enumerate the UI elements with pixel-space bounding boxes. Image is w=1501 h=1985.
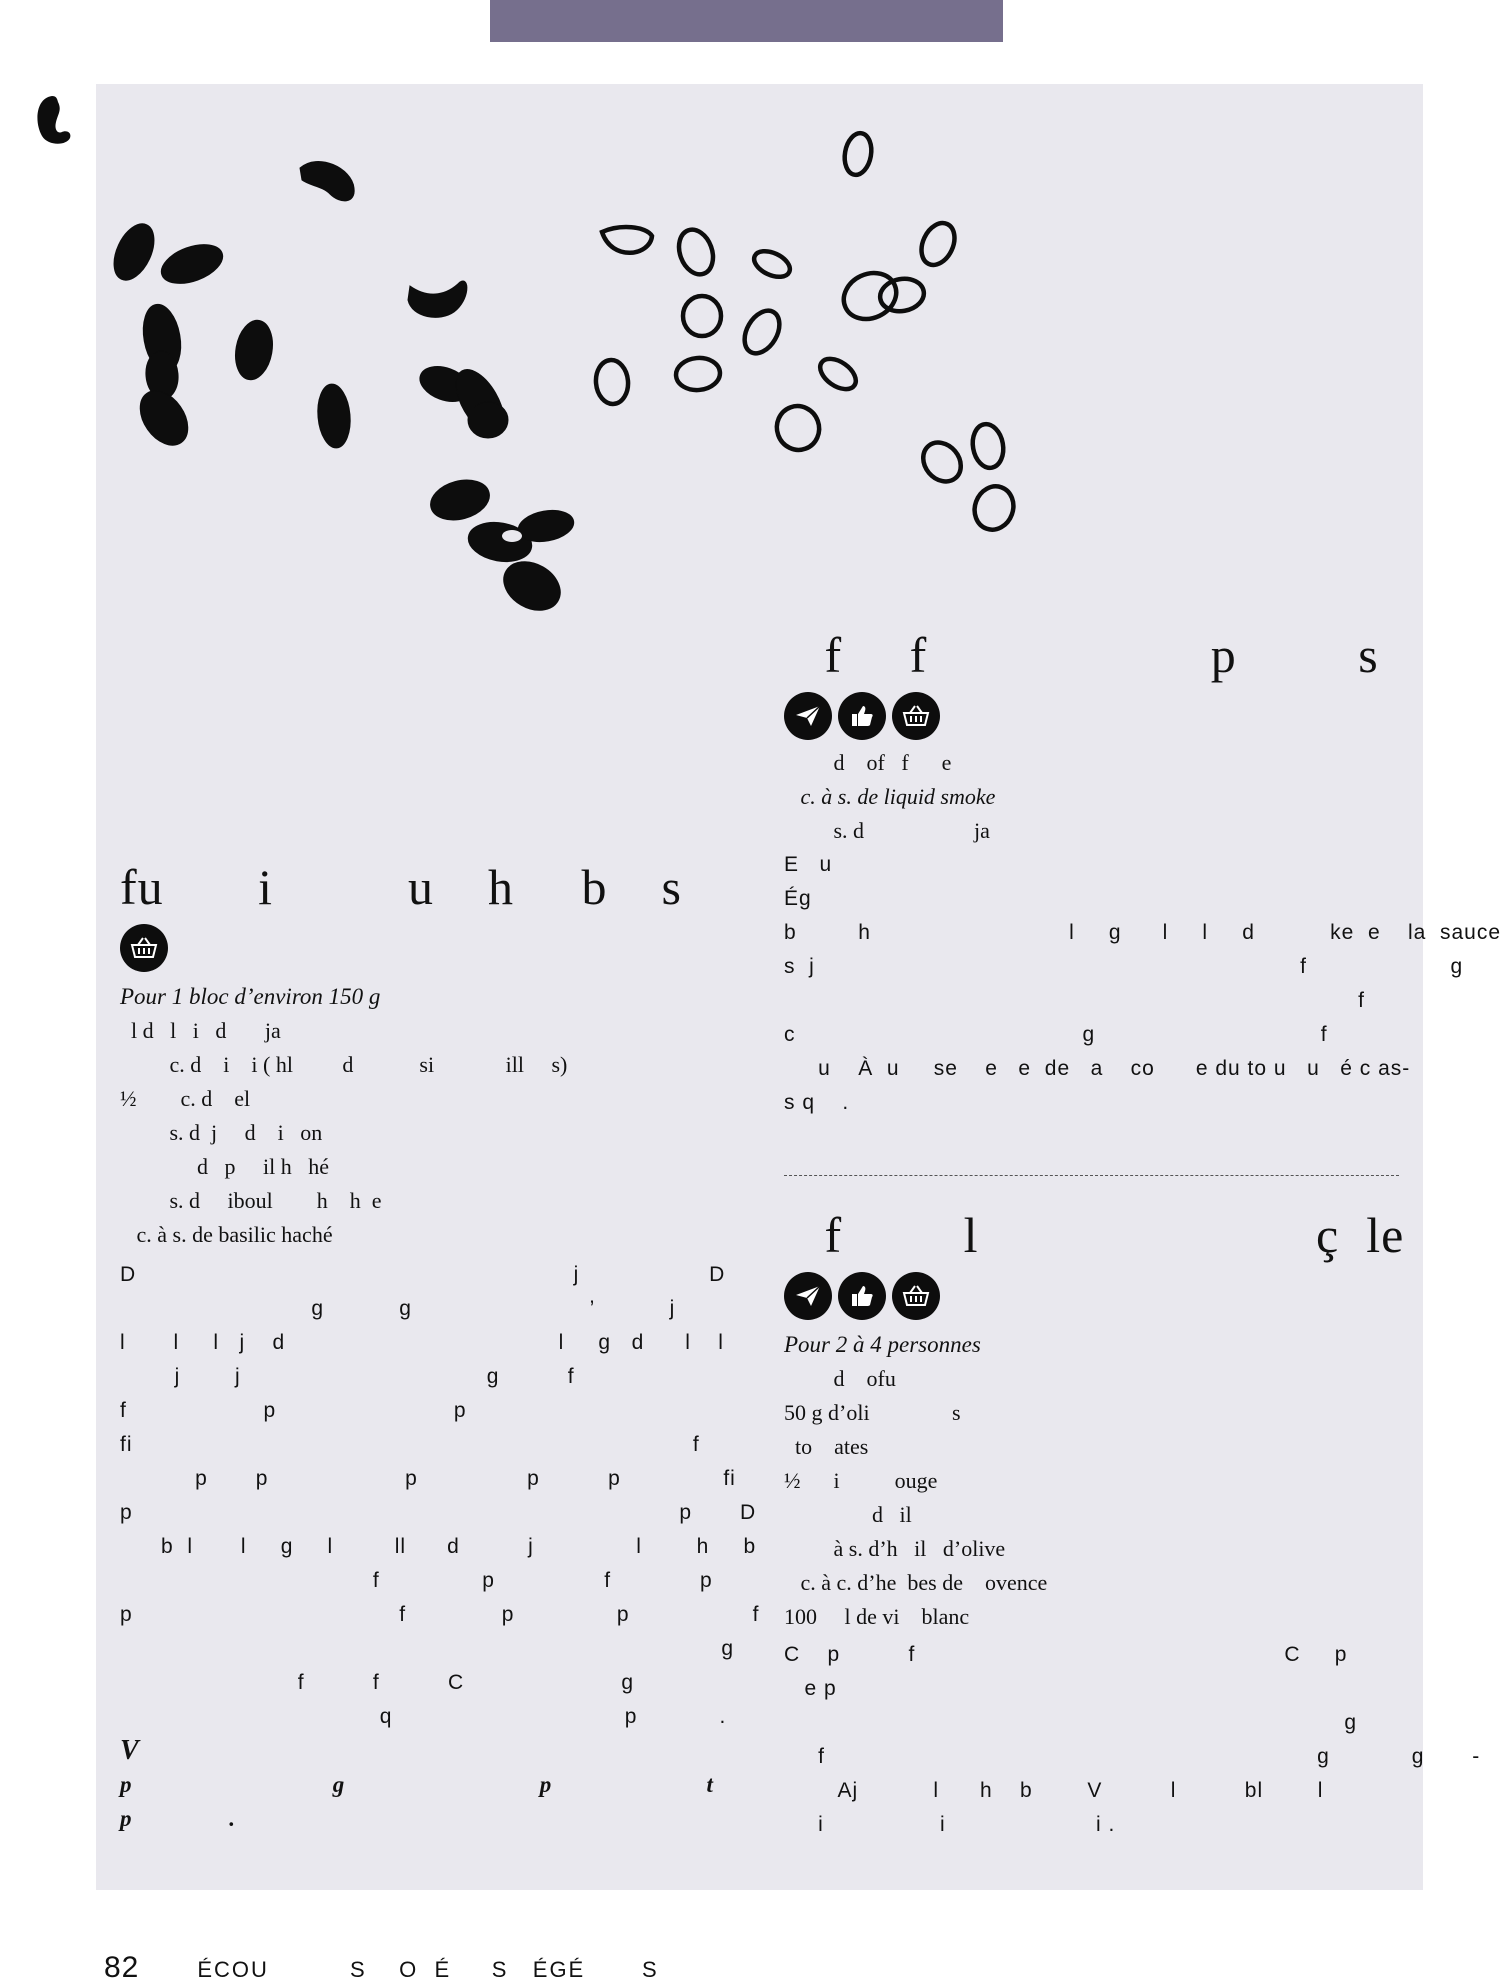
recipe-icons bbox=[784, 692, 1404, 740]
ingredient-item: ½ c. d el bbox=[120, 1086, 251, 1111]
body-line: f g g - bbox=[784, 1745, 1481, 1768]
paper-plane-icon[interactable] bbox=[784, 1272, 832, 1320]
recipe-body bbox=[784, 916, 1501, 1120]
body-line: p p D bbox=[120, 1501, 757, 1524]
ingredient-item: ½ i ouge bbox=[784, 1468, 938, 1493]
body-line: s j f g bbox=[784, 955, 1464, 978]
ingredient-item: s. d j d i on bbox=[120, 1120, 323, 1145]
body-line: D j D bbox=[120, 1263, 726, 1286]
body-line: f p p bbox=[120, 1399, 467, 1422]
ingredient-item: c. d i i ( hl d si ill s) bbox=[120, 1052, 568, 1077]
ingredient-item: c. à s. de liquid smoke bbox=[784, 784, 996, 809]
body-line: l l l j d l g d l l bbox=[120, 1331, 724, 1354]
recipe-yield: Pour 1 bloc d’environ 150 g bbox=[120, 984, 381, 1009]
ingredient-item: c. à s. de basilic haché bbox=[120, 1222, 333, 1247]
ingredient-item: d ofu bbox=[784, 1366, 896, 1391]
beans-illustration bbox=[0, 0, 1423, 640]
recipe-title: f l ç le bbox=[784, 1207, 1405, 1263]
body-line: u À u se e e de a co e du to u u é c as- bbox=[784, 1057, 1411, 1080]
body-line: Aj l h b V l bl l bbox=[784, 1779, 1324, 1802]
body-line: b h l g l l d ke e la sauce bbox=[784, 921, 1501, 944]
body-line: C p f C p bbox=[784, 1643, 1348, 1666]
page-number: 82 bbox=[104, 1951, 140, 1984]
body-line: f bbox=[784, 989, 1365, 1012]
body-line: q p . bbox=[120, 1705, 727, 1728]
running-head: ÉCOU S O É S ÉGÉ S bbox=[197, 1957, 659, 1982]
ingredient-item: Ég bbox=[784, 887, 812, 910]
body-line: p p p p p fi bbox=[120, 1467, 736, 1490]
recipe-body bbox=[784, 1638, 1481, 1842]
page-footer bbox=[96, 1933, 659, 1985]
recipe-right-2 bbox=[784, 1207, 1481, 1842]
recipe-icons bbox=[784, 1272, 1404, 1320]
ingredient-item: s. d iboul h h e bbox=[120, 1188, 382, 1213]
body-line: j j g f bbox=[120, 1365, 575, 1388]
recipe-note bbox=[120, 1734, 740, 1836]
ingredient-item: l d l i d ja bbox=[120, 1018, 281, 1043]
body-line: p f p p f bbox=[120, 1603, 760, 1626]
ingredient-list bbox=[784, 1362, 1404, 1634]
basket-icon[interactable] bbox=[120, 924, 168, 972]
body-line: f p f p bbox=[120, 1569, 713, 1592]
recipe-icons bbox=[120, 924, 740, 972]
body-line: f f C g bbox=[120, 1671, 635, 1694]
body-line: c g f bbox=[784, 1023, 1328, 1046]
body-line: fi f bbox=[120, 1433, 700, 1456]
basket-icon[interactable] bbox=[892, 1272, 940, 1320]
ingredient-item: s. d ja bbox=[784, 818, 990, 843]
ingredient-item: 50 g d’oli s bbox=[784, 1400, 961, 1425]
body-line: e p bbox=[784, 1677, 837, 1700]
recipe-title: f f p s bbox=[784, 627, 1379, 683]
body-line: g bbox=[120, 1637, 735, 1660]
paper-plane-icon[interactable] bbox=[784, 692, 832, 740]
note-mark: V bbox=[120, 1735, 139, 1766]
ingredient-list bbox=[784, 746, 1404, 916]
body-line: i i i . bbox=[784, 1813, 1116, 1836]
ingredient-item: d of f e bbox=[784, 750, 952, 775]
section-divider bbox=[784, 1175, 1399, 1176]
ingredient-item: E u bbox=[784, 853, 833, 876]
ingredient-item: à s. d’h il d’olive bbox=[784, 1536, 1006, 1561]
ingredient-item: to ates bbox=[784, 1434, 869, 1459]
thumbs-up-icon[interactable] bbox=[838, 692, 886, 740]
ingredient-item: d p il h hé bbox=[120, 1154, 329, 1179]
body-line: g bbox=[784, 1711, 1358, 1734]
body-line: g g ’ j bbox=[120, 1297, 676, 1320]
ingredient-item: d il bbox=[784, 1502, 912, 1527]
ingredient-list bbox=[120, 1014, 740, 1252]
basket-icon[interactable] bbox=[892, 692, 940, 740]
recipe-body bbox=[120, 1258, 760, 1734]
ingredient-item: c. à c. d’he bes de ovence bbox=[784, 1570, 1048, 1595]
body-line: b l l g l ll d j l h b bbox=[120, 1535, 757, 1558]
thumbs-up-icon[interactable] bbox=[838, 1272, 886, 1320]
recipe-title: fu i u h b s bbox=[120, 859, 682, 915]
ingredient-item: 100 l de vi blanc bbox=[784, 1604, 970, 1629]
body-line: s q . bbox=[784, 1091, 850, 1114]
note-line: p . bbox=[120, 1806, 235, 1831]
recipe-left bbox=[120, 859, 760, 1836]
recipe-right-1 bbox=[784, 627, 1501, 1120]
note-line: p g p t bbox=[120, 1772, 713, 1797]
recipe-yield: Pour 2 à 4 personnes bbox=[784, 1332, 981, 1357]
